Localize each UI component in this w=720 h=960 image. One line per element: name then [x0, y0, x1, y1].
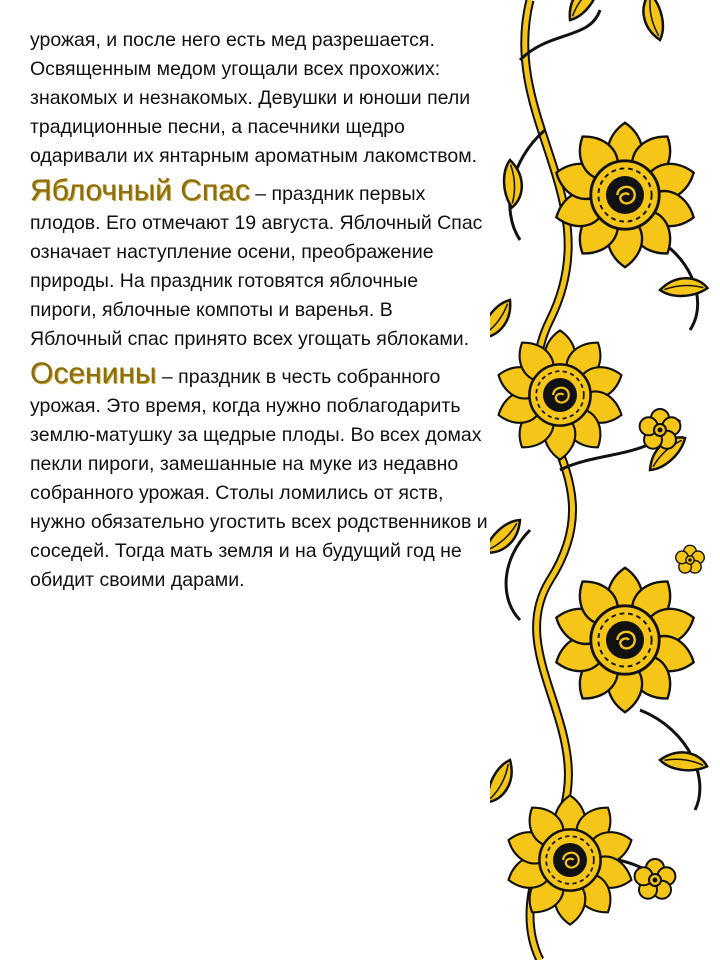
text-content: [30, 26, 490, 599]
paragraph-honey-text: урожая, и после него есть мед разрешается. Освященным медом угощали всех прохожих: знакомых и незнакомых. Девушки и юноши пели традиционные песни, а пасечники щедро одаривали их янтарным ароматным лакомством.: [30, 29, 478, 167]
paragraph-apple-spas: [30, 175, 490, 354]
paragraph-oseniny: [30, 358, 490, 595]
heading-apple-spas: Яблочный Спас: [30, 174, 250, 207]
khokhloma-floral-ornament-icon: [490, 0, 720, 960]
paragraph-oseniny-text: – праздник в честь собранного урожая. Это время, когда нужно поблагодарить землю-матушку за щедрые плоды. Во всех домах пекли пироги, замешанные на муке из недавно собранного урожая. Столы ломились от яств, нужно обязательно угостить всех родственников и соседей. Тогда мать земля и на будущий год не обидит своими дарами.: [30, 366, 488, 591]
paragraph-apple-spas-text: – праздник первых плодов. Его отмечают 19 августа. Яблочный Спас означает наступление осени, преображение природы. На праздник готовятся яблочные пироги, яблочные компоты и варенья. В Яблочный спас принято всех угощать яблоками.: [30, 183, 483, 350]
paragraph-honey: [30, 26, 490, 171]
heading-oseniny: Осенины: [30, 357, 157, 390]
